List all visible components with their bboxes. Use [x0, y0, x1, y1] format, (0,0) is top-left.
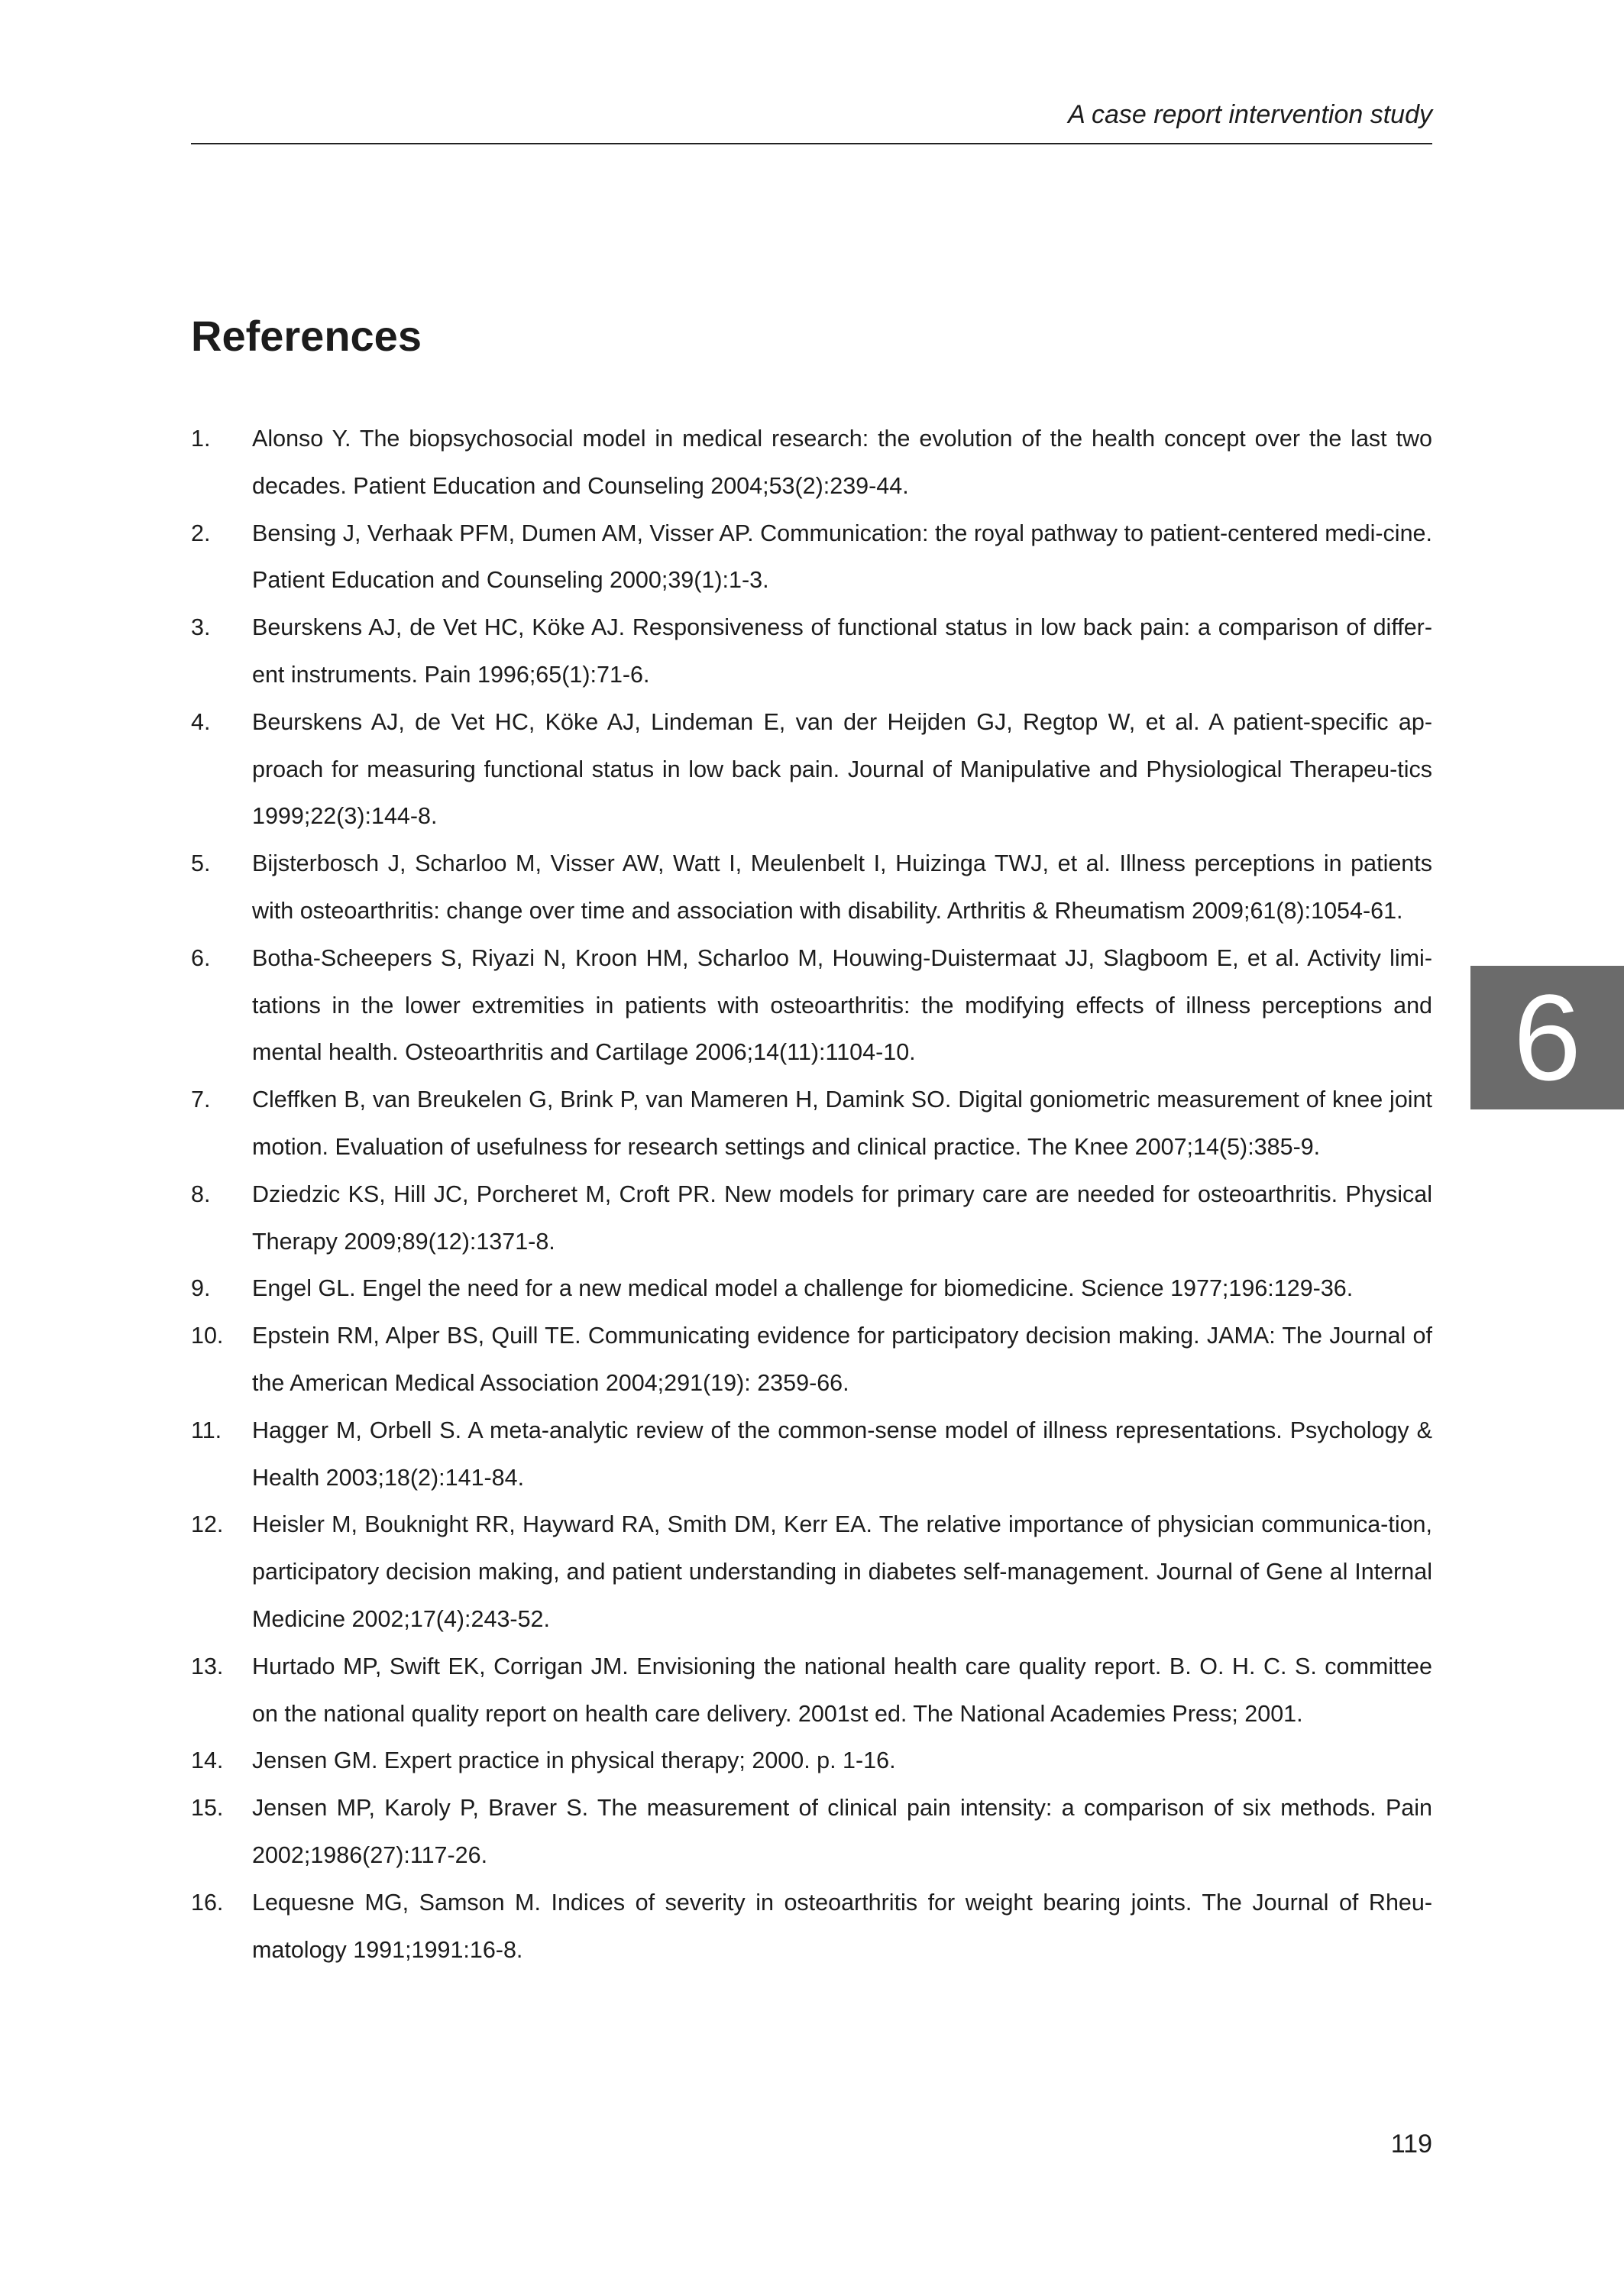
reference-item [191, 1171, 1432, 1266]
reference-text: Cleffken B, van Breukelen G, Brink P, van Mameren H, Damink SO. Digital goniometric measurement of knee joint motion. Evaluation of usefulness for research settings and clinical practice. The Knee 2007;14(5):385-9. [252, 1087, 1432, 1160]
reference-number: 10. [191, 1323, 224, 1349]
chapter-tab: 6 [1470, 966, 1624, 1109]
reference-text: Beurskens AJ, de Vet HC, Köke AJ. Responsiveness of functional status in low back pain: a comparison of differ-ent instruments. Pain 1996;65(1):71-6. [252, 614, 1432, 688]
section-title: References [191, 312, 422, 360]
reference-text: Jensen MP, Karoly P, Braver S. The measurement of clinical pain intensity: a comparison of six methods. Pain 2002;1986(27):117-26. [252, 1795, 1432, 1868]
reference-number: 4. [191, 708, 211, 735]
reference-text: Hurtado MP, Swift EK, Corrigan JM. Envisioning the national health care quality report. B. O. H. C. S. committee on the national quality report on health care delivery. 2001st ed. The National Academies Press; 2001. [252, 1653, 1432, 1727]
reference-item [191, 1077, 1432, 1171]
reference-item [191, 416, 1432, 510]
reference-text: Epstein RM, Alper BS, Quill TE. Communicating evidence for participatory decision making. JAMA: The Journal of the American Medical Association 2004;291(19): 2359-66. [252, 1323, 1432, 1396]
reference-item [191, 935, 1432, 1077]
reference-item [191, 699, 1432, 840]
reference-number: 7. [191, 1087, 211, 1113]
reference-number: 9. [191, 1275, 211, 1302]
reference-number: 15. [191, 1795, 224, 1822]
reference-list [191, 416, 1432, 1974]
reference-number: 16. [191, 1889, 224, 1916]
reference-item [191, 1880, 1432, 1974]
reference-item [191, 1501, 1432, 1643]
reference-text: Botha-Scheepers S, Riyazi N, Kroon HM, Scharloo M, Houwing-Duistermaat JJ, Slagboom E, et al. Activity limi-tations in the lower extremities in patients with osteoarthritis: the modifying effects of illness perceptions and mental health. Osteoarthritis and Cartilage 2006;14(11):1104-10. [252, 944, 1432, 1066]
reference-item [191, 1644, 1432, 1738]
reference-number: 5. [191, 850, 211, 877]
reference-number: 1. [191, 426, 211, 452]
running-header-title: A case report intervention study [1068, 100, 1432, 129]
reference-text: Engel GL. Engel the need for a new medical model a challenge for biomedicine. Science 1977;196:129-36. [252, 1275, 1354, 1302]
reference-number: 2. [191, 520, 211, 546]
reference-item [191, 1313, 1432, 1407]
reference-item [191, 1265, 1432, 1313]
page-number: 119 [1390, 2129, 1432, 2159]
reference-item [191, 840, 1432, 935]
reference-item [191, 1785, 1432, 1880]
reference-item [191, 510, 1432, 605]
reference-number: 11. [191, 1417, 222, 1443]
reference-text: Heisler M, Bouknight RR, Hayward RA, Smith DM, Kerr EA. The relative importance of physician communica-tion, participatory decision making, and patient understanding in diabetes self-management. Journal of Gene al Internal Medicine 2002;17(4):243-52. [252, 1511, 1432, 1632]
reference-number: 12. [191, 1511, 224, 1538]
reference-text: Lequesne MG, Samson M. Indices of severity in osteoarthritis for weight bearing joints. The Journal of Rheu-matology 1991;1991:16-8. [252, 1889, 1432, 1963]
reference-text: Hagger M, Orbell S. A meta-analytic review of the common-sense model of illness representations. Psychology & Health 2003;18(2):141-84. [252, 1417, 1432, 1491]
header-divider [191, 143, 1432, 144]
reference-text: Dziedzic KS, Hill JC, Porcheret M, Croft PR. New models for primary care are needed for osteoarthritis. Physical Therapy 2009;89(12):1371-8. [252, 1181, 1432, 1255]
reference-text: Bensing J, Verhaak PFM, Dumen AM, Visser AP. Communication: the royal pathway to patient-centered medi-cine. Patient Education and Counseling 2000;39(1):1-3. [252, 520, 1432, 594]
reference-number: 14. [191, 1747, 224, 1774]
reference-number: 8. [191, 1181, 211, 1207]
reference-text: Beurskens AJ, de Vet HC, Köke AJ, Lindeman E, van der Heijden GJ, Regtop W, et al. A patient-specific ap-proach for measuring functional status in low back pain. Journal of Manipulative and Physiological Therapeu-tics 1999;22(3):144-8. [252, 708, 1432, 830]
reference-item [191, 1738, 1432, 1785]
reference-item [191, 604, 1432, 699]
reference-text: Jensen GM. Expert practice in physical therapy; 2000. p. 1-16. [252, 1747, 896, 1774]
reference-number: 3. [191, 614, 211, 641]
reference-text: Bijsterbosch J, Scharloo M, Visser AW, Watt I, Meulenbelt I, Huizinga TWJ, et al. Illness perceptions in patients with osteoarthritis: change over time and association with disability. Arthritis & Rheumatism 2009;61(8):1054-61. [252, 850, 1432, 924]
reference-text: Alonso Y. The biopsychosocial model in medical research: the evolution of the health concept over the last two decades. Patient Education and Counseling 2004;53(2):239-44. [252, 426, 1432, 499]
reference-number: 6. [191, 944, 211, 971]
reference-item [191, 1407, 1432, 1502]
reference-number: 13. [191, 1653, 224, 1679]
